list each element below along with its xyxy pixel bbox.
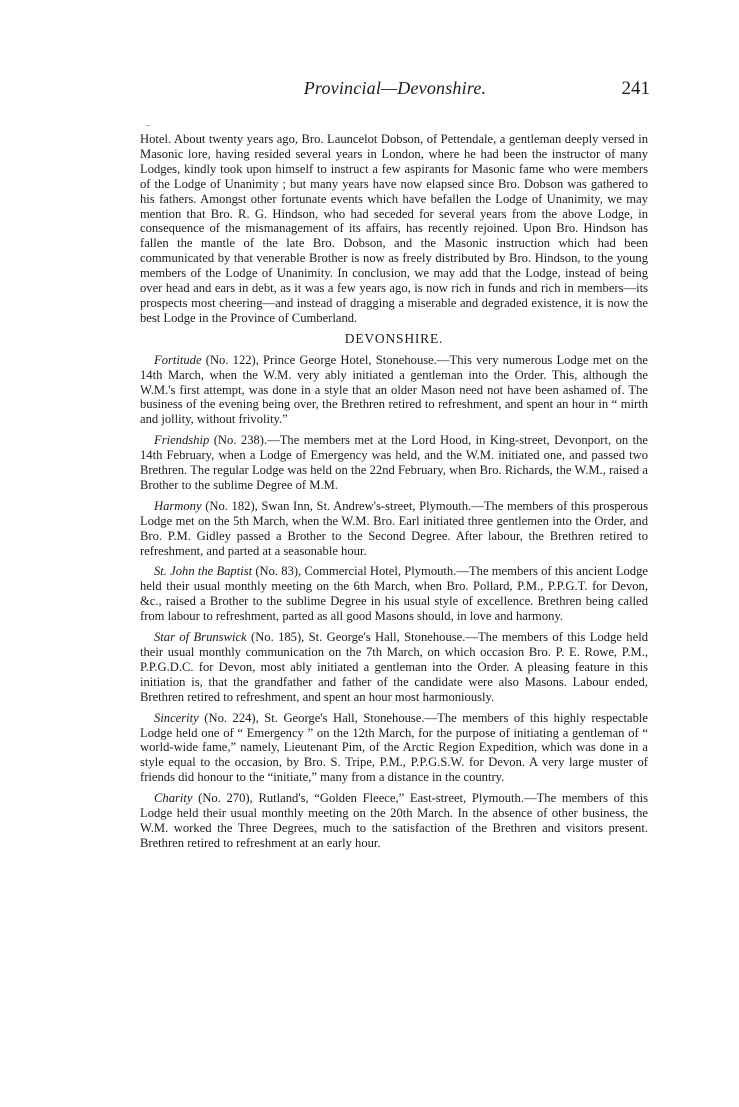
lodge-entry: [140, 791, 648, 851]
lodge-name: Star of Brunswick: [154, 630, 247, 645]
lodge-entry: [140, 433, 648, 493]
running-head: [140, 78, 650, 104]
margin-mark: –: [146, 121, 151, 131]
lodge-report: (No. 182), Swan Inn, St. Andrew's-street, Plymouth.—The members of this prosperous Lodge met on the 5th March, when the W.M. Bro. Earl initiated three gentlemen into the Order, and Bro. P.M. Gidley passed a Brother to the Second Degree. After labour, the Brethren retired to refreshment, and parted at a seasonable hour.: [140, 498, 648, 558]
lodge-name: Charity: [154, 791, 193, 806]
page-title: Provincial—Devonshire.: [303, 78, 487, 98]
page-number: 241: [621, 78, 650, 99]
lodge-report: (No. 83), Commercial Hotel, Plymouth.—The members of this ancient Lodge held their usual monthly meeting on the 6th March, when Bro. Pollard, P.M., P.P.G.T. for Devon, &c., raised a Brother to the sublime Degree in his usual style of excellence. Brethren being called from labour to refreshment, parted as all good Masons should, in love and harmony.: [140, 564, 648, 624]
lodge-entry: [140, 711, 648, 786]
lodge-name: Harmony: [154, 498, 202, 513]
lodge-report: (No. 185), St. George's Hall, Stonehouse.—The members of this Lodge held their usual monthly communication on the 7th March, on which occasion Bro. P. E. Rowe, P.M., P.P.G.D.C. for Devon, most ably initiated a gentleman into the Order. A pleasing feature in this initiation is, that the grandfather and father of the candidate were also Masons. Labour ended, Brethren retired to refreshment, and spent an hour most harmoniously.: [140, 630, 648, 704]
lodge-entry: [140, 353, 648, 428]
lodge-name: St. John the Baptist: [154, 564, 253, 579]
lodge-report: (No. 122), Prince George Hotel, Stonehouse.—This very numerous Lodge met on the 14th March, when the W.M. very ably initiated a gentleman into the Order. This, although the W.M.'s first attempt, was done in a style that an older Mason need not have been ashamed of. The business of the evening being over, the Brethren retired to refreshment, and spent an hour in “ mirth and jollity, without frivolity.”: [140, 352, 648, 427]
section-heading: DEVONSHIRE.: [344, 330, 444, 346]
opening-paragraph: Hotel. About twenty years ago, Bro. Launcelot Dobson, of Pettendale, a gentleman deeply versed in Masonic lore, having resided several years in London, where he had been the instructor of many Lodges, kindly took upon himself to instruct a few aspirants for Masonic fame who were members of the Lodge of Unanimity ; but many years have now elapsed since Bro. Dobson was gathered to his fathers. Amongst other fortunate events which have befallen the Lodge of Unanimity, we may mention that Bro. R. G. Hindson, who had seceded for several years from the above Lodge, in consequence of the mismanagement of its affairs, has recently rejoined. Upon Bro. Hindson has fallen the mantle of the late Bro. Dobson, and the Masonic instruction which had been communicated by that venerable Brother is now as freely distributed by Bro. Hindson, to the young members of the Lodge of Unanimity. In conclusion, we may add that the Lodge, instead of being over head and ears in debt, as it was a few years ago, is now rich in funds and rich in members—its prospects most cheering—and instead of dragging a miserable and degraded existence, it is now the best Lodge in the Province of Cumberland.: [140, 132, 648, 325]
article-body: [140, 132, 648, 857]
lodge-name: Fortitude: [154, 352, 202, 367]
lodge-entry: [140, 564, 648, 624]
lodge-report: (No. 224), St. George's Hall, Stonehouse.—The members of this highly respectable Lodge held one of “ Emergency ” on the 12th March, for the purpose of initiating a gentleman of “ world-wide fame,” namely, Lieutenant Pim, of the Arctic Region Expedition, which was done in a style equal to the occasion, by Bro. S. Tripe, P.M., P.P.G.S.W. for Devon. A very large muster of friends did honour to the “initiate,” many from a distance in the country.: [140, 710, 648, 785]
lodge-report: (No. 270), Rutland's, “Golden Fleece,” East-street, Plymouth.—The members of this Lodge held their usual monthly meeting on the 20th March. In the absence of other business, the W.M. worked the Three Degrees, much to the satisfaction of the Brethren and visitors present. Brethren retired to refreshment at an early hour.: [140, 791, 648, 850]
lodge-name: Sincerity: [154, 710, 199, 725]
lodge-entry: [140, 499, 648, 559]
lodge-name: Friendship: [154, 433, 210, 448]
lodge-entry: [140, 630, 648, 705]
lodge-report: (No. 238).—The members met at the Lord Hood, in King-street, Devonport, on the 14th February, when a Lodge of Emergency was held, and the W.M. initiated one, and passed two Brethren. The regular Lodge was held on the 22nd February, when Bro. Richards, the W.M., raised a Brother to the sublime Degree of M.M.: [140, 433, 648, 492]
